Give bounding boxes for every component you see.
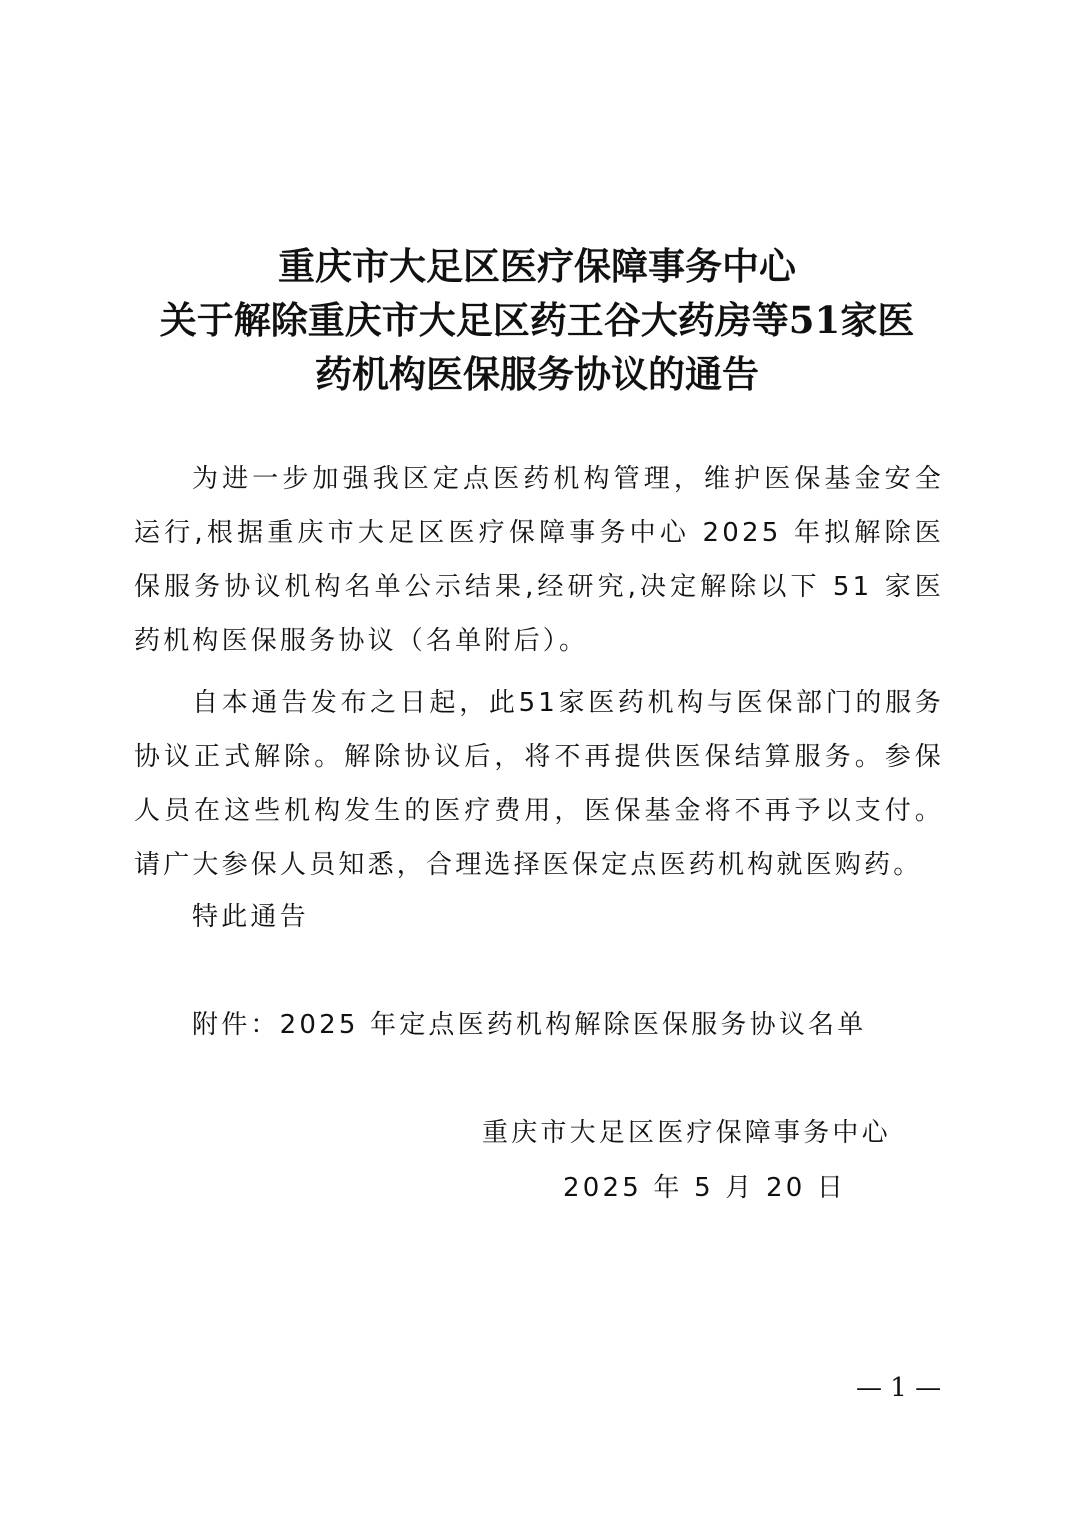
closing-text: 特此通告 [192,902,309,932]
signer-organization: 重庆市大足区医疗保障事务中心 [482,1118,891,1148]
issue-date: 2025 年 5 月 20 日 [563,1173,847,1203]
page-number: — 1 — [856,1373,942,1403]
attachment-line: 附件：2025 年定点医药机构解除医保服务协议名单 [192,1010,867,1040]
notice-title-line-2: 关于解除重庆市大足区药王谷大药房等51家医 [159,298,915,342]
body-paragraph-2: 自本通告发布之日起，此51家医药机构与医保部门的服务协议正式解除。解除协议后，将不再提供医保结算服务。参保人员在这些机构发生的医疗费用，医保基金将不再予以支付。请广大参保人员知悉，合理选择医保定点医药机构就医购药。 [134,688,944,880]
notice-title-line-3: 药机构医保服务协议的通告 [315,352,759,396]
notice-title-line-1: 重庆市大足区医疗保障事务中心 [278,244,796,288]
body-paragraph-1: 为进一步加强我区定点医药机构管理，维护医保基金安全运行,根据重庆市大足区医疗保障事务中心 2025 年拟解除医保服务协议机构名单公示结果,经研究,决定解除以下 51 家医药机构医保服务协议（名单附后）。 [134,464,944,656]
